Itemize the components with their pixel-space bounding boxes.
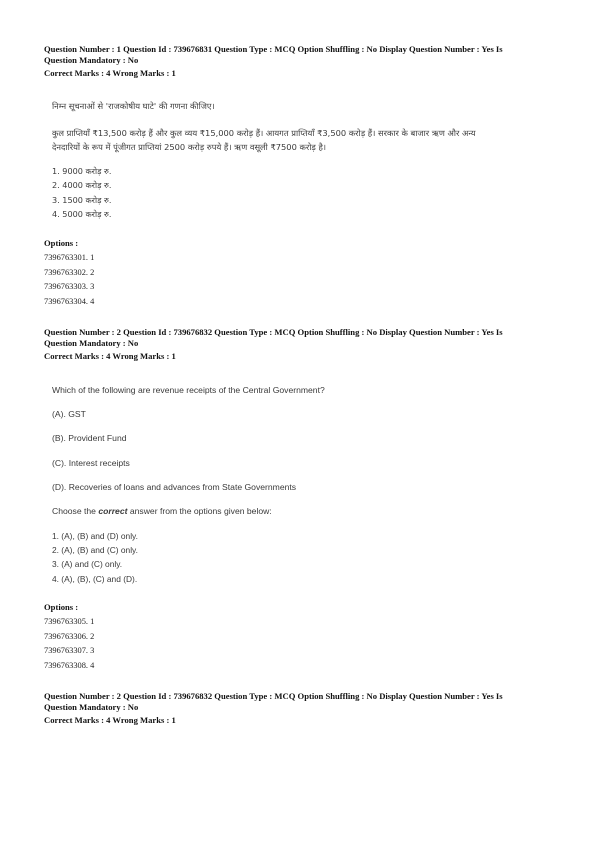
question-1-choice-3: 3. 1500 करोड़ रु.	[52, 194, 112, 205]
question-1-options-title: Options :	[44, 238, 79, 248]
question-2-choice-1: 1. (A), (B) and (D) only.	[52, 531, 138, 541]
question-1-body-line2: देनदारियों के रूप में पूंजीगत प्राप्तियां 2500 करोड़ रुपये हैं। ऋण वसूली ₹7500 करोड़ है।	[52, 142, 327, 152]
question-1-choice-1: 1. 9000 करोड़ रु.	[52, 166, 112, 176]
question-2-instruction-post: answer from the options given below:	[127, 506, 272, 516]
question-1-header-line2: Question Mandatory : No	[44, 54, 139, 65]
question-2-intro: Which of the following are revenue receipts of the Central Government?	[52, 385, 325, 395]
question-3-marks: Correct Marks : 4 Wrong Marks : 1	[44, 715, 176, 725]
question-2-statement-b: (B). Provident Fund	[52, 433, 127, 443]
question-1-option-id-1: 7396763301. 1	[44, 253, 95, 262]
question-1-option-ids	[44, 251, 94, 309]
question-2-statement-a: (A). GST	[52, 409, 86, 419]
question-3-header	[44, 691, 564, 712]
question-2-option-ids	[44, 615, 94, 673]
question-2-header	[44, 327, 564, 348]
question-1-choice-2: 2. 4000 करोड़ रु.	[52, 180, 112, 191]
question-2-instruction-pre: Choose the	[52, 506, 99, 516]
question-1-choices	[52, 164, 111, 222]
question-1-header-line1: Question Number : 1 Question Id : 739676831 Question Type : MCQ Option Shuffling : No Display Question Number : Yes Is	[44, 44, 503, 54]
question-1-body	[52, 126, 476, 154]
question-1-option-id-3: 7396763303. 3	[44, 282, 95, 292]
question-1-option-id-2: 7396763302. 2	[44, 267, 95, 277]
question-1-marks: Correct Marks : 4 Wrong Marks : 1	[44, 68, 176, 78]
question-2-header-line2: Question Mandatory : No	[44, 337, 139, 348]
question-2-option-id-1: 7396763305. 1	[44, 617, 95, 626]
question-2-instruction	[52, 506, 272, 516]
question-2-statement-d: (D). Recoveries of loans and advances from State Governments	[52, 482, 297, 492]
question-3-header-line2: Question Mandatory : No	[44, 701, 139, 712]
question-3-header-line1: Question Number : 2 Question Id : 739676832 Question Type : MCQ Option Shuffling : No Display Question Number : Yes Is	[44, 691, 503, 701]
question-2-choice-3: 3. (A) and (C) only.	[52, 559, 123, 570]
question-1-body-line1: कुल प्राप्तियाँ ₹13,500 करोड़ हैं और कुल व्यय ₹15,000 करोड़ हैं। आयगत प्राप्तियाँ ₹3,500 करोड़ हैं। सरकार के बाजार ऋण और अन्य	[52, 128, 476, 138]
question-2-choices	[52, 529, 138, 586]
question-2-header-line1: Question Number : 2 Question Id : 739676832 Question Type : MCQ Option Shuffling : No Display Question Number : Yes Is	[44, 327, 503, 337]
question-1-intro: निम्न सूचनाओं से 'राजकोषीय घाटे' की गणना कीजिए।	[52, 101, 215, 111]
question-1-header	[44, 44, 564, 65]
question-2-marks: Correct Marks : 4 Wrong Marks : 1	[44, 351, 176, 361]
question-1-option-id-4: 7396763304. 4	[44, 296, 95, 306]
question-2-statement-c: (C). Interest receipts	[52, 458, 130, 468]
question-2-choice-4: 4. (A), (B), (C) and (D).	[52, 573, 138, 584]
question-2-instruction-emphasis: correct	[98, 506, 128, 516]
question-2-option-id-3: 7396763307. 3	[44, 646, 95, 656]
question-1-choice-4: 4. 5000 करोड़ रु.	[52, 209, 112, 220]
question-2-option-id-4: 7396763308. 4	[44, 660, 95, 670]
question-2-option-id-2: 7396763306. 2	[44, 631, 95, 641]
question-2-options-title: Options :	[44, 602, 79, 612]
question-2-choice-2: 2. (A), (B) and (C) only.	[52, 545, 138, 556]
